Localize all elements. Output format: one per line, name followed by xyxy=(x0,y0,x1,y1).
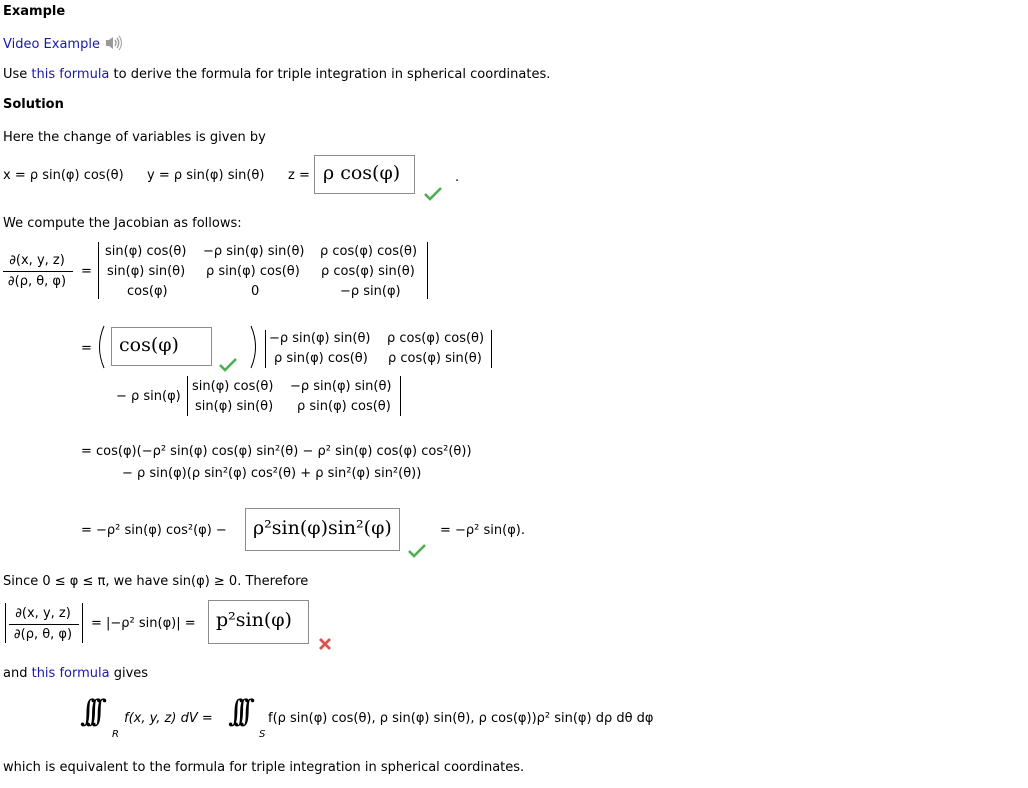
abs-bar-right xyxy=(82,603,83,643)
jacobian-numerator: ∂(x, y, z) xyxy=(15,606,71,621)
this-formula-link[interactable]: this formula xyxy=(31,67,110,82)
equals-sign: = xyxy=(81,341,92,356)
determinant-bar-left xyxy=(98,242,99,299)
video-example-link[interactable]: Video Example xyxy=(3,37,100,52)
matrix-cell: ρ cos(φ) sin(θ) xyxy=(321,264,415,279)
video-example-row xyxy=(3,35,124,52)
fraction-bar xyxy=(9,624,79,625)
open-paren xyxy=(93,325,107,369)
z-answer-box[interactable] xyxy=(314,155,415,194)
minor-cell: −ρ sin(φ) sin(θ) xyxy=(269,331,371,346)
intro-text: Use this formula to derive the formula for triple integration in spherical coordinates. xyxy=(3,67,551,82)
simplify-answer: ρ²sin(φ)sin²(φ) xyxy=(253,517,392,539)
abs-bar-left xyxy=(5,603,6,643)
expansion-line-2: − ρ sin(φ)(ρ sin²(φ) cos²(θ) + ρ sin²(φ) sin²(θ)) xyxy=(122,466,422,481)
matrix-cell: 0 xyxy=(251,284,260,299)
jacobian-denominator: ∂(ρ, θ, φ) xyxy=(7,274,67,289)
fraction-bar xyxy=(3,271,73,272)
z-answer: ρ cos(φ) xyxy=(323,162,401,184)
cross-icon xyxy=(318,637,332,651)
abs-answer-box[interactable] xyxy=(208,600,309,644)
abs-answer: p²sin(φ) xyxy=(216,609,292,631)
matrix-cell: sin(φ) cos(θ) xyxy=(105,244,187,259)
x-equation: x = ρ sin(φ) cos(θ) xyxy=(3,168,124,183)
checkmark-icon xyxy=(219,358,237,372)
minor-cell: ρ cos(φ) sin(θ) xyxy=(388,351,482,366)
equals-sign: = xyxy=(81,264,92,279)
matrix-cell: sin(φ) sin(θ) xyxy=(107,264,186,279)
speaker-icon[interactable] xyxy=(104,35,124,51)
minor-cell: ρ sin(φ) cos(θ) xyxy=(274,351,368,366)
simplify-answer-box[interactable] xyxy=(245,508,400,551)
solution-heading: Solution xyxy=(3,97,64,112)
example-heading: Example xyxy=(3,4,66,19)
minor2-bar-right xyxy=(400,376,401,416)
jacobian-intro-text: We compute the Jacobian as follows: xyxy=(3,216,242,231)
matrix-cell: cos(φ) xyxy=(127,284,168,299)
matrix-cell: −ρ sin(φ) sin(θ) xyxy=(203,244,305,259)
jacobian-numerator: ∂(x, y, z) xyxy=(9,253,65,268)
close-paren xyxy=(248,325,262,369)
and-formula-text: and this formula gives xyxy=(3,666,149,681)
period: . xyxy=(455,170,460,185)
simplify-left: = −ρ² sin(φ) cos²(φ) − xyxy=(81,523,227,538)
minor-cell: ρ cos(φ) cos(θ) xyxy=(387,331,485,346)
cofactor-answer: cos(φ) xyxy=(119,334,179,356)
minus-rho-sin: − ρ sin(φ) xyxy=(116,389,181,404)
checkmark-icon xyxy=(424,187,442,201)
triple-integral-sign: ∫∫∫ xyxy=(228,694,245,729)
matrix-cell: ρ sin(φ) cos(θ) xyxy=(206,264,300,279)
region-r: R xyxy=(112,729,119,740)
determinant-bar-right xyxy=(427,242,428,299)
minor2-bar-left xyxy=(187,376,188,416)
matrix-cell: ρ cos(φ) cos(θ) xyxy=(320,244,418,259)
checkmark-icon xyxy=(408,544,426,558)
minor-cell: sin(φ) cos(θ) xyxy=(192,379,274,394)
expansion-line-1: = cos(φ)(−ρ² sin(φ) cos(φ) sin²(θ) − ρ² sin(φ) cos(φ) cos²(θ)) xyxy=(81,444,472,459)
matrix-cell: −ρ sin(φ) xyxy=(340,284,401,299)
minor-cell: sin(φ) sin(θ) xyxy=(195,399,274,414)
integral-right: f(ρ sin(φ) cos(θ), ρ sin(φ) sin(θ), ρ cos(φ))ρ² sin(φ) dρ dθ dφ xyxy=(268,711,654,726)
jacobian-denominator: ∂(ρ, θ, φ) xyxy=(13,627,73,642)
minor-cell: −ρ sin(φ) sin(θ) xyxy=(290,379,392,394)
triple-integral-sign: ∫∫∫ xyxy=(80,694,97,729)
since-text: Since 0 ≤ φ ≤ π, we have sin(φ) ≥ 0. Therefore xyxy=(3,574,309,589)
y-equation: y = ρ sin(φ) sin(θ) xyxy=(147,168,265,183)
abs-mid: = |−ρ² sin(φ)| = xyxy=(91,616,196,631)
minor-bar-left xyxy=(265,330,266,368)
minor-cell: ρ sin(φ) cos(θ) xyxy=(297,399,391,414)
simplify-right: = −ρ² sin(φ). xyxy=(440,523,525,538)
z-label: z = xyxy=(288,168,310,183)
change-variables-text: Here the change of variables is given by xyxy=(3,130,266,145)
this-formula-link-2[interactable]: this formula xyxy=(31,666,110,681)
closing-text: which is equivalent to the formula for triple integration in spherical coordinates. xyxy=(3,760,525,775)
integral-left: f(x, y, z) dV = xyxy=(124,711,213,726)
region-s: S xyxy=(259,729,266,740)
cofactor-answer-box[interactable] xyxy=(111,327,212,366)
minor-bar-right xyxy=(491,330,492,368)
